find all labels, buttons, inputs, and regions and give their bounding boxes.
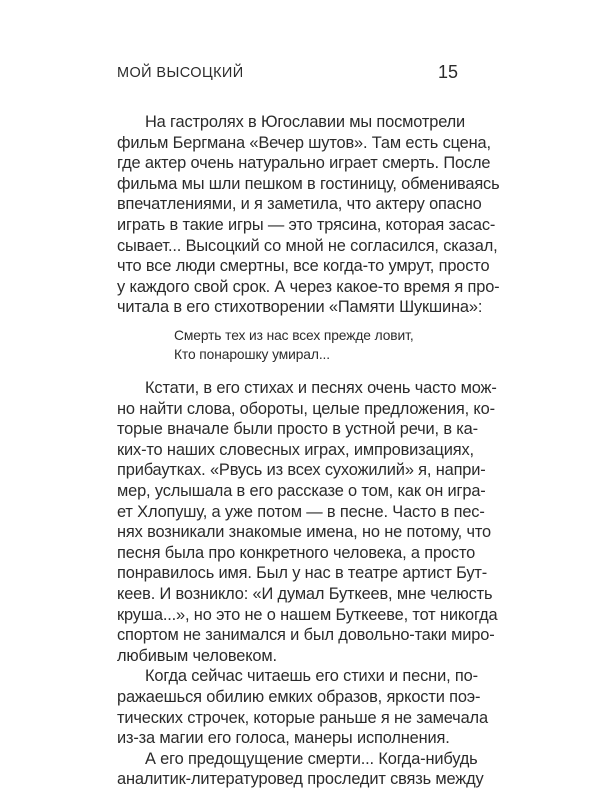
text-line: ких-то наших словесных играх, импровизациях,	[117, 441, 474, 459]
text-line: понравилось имя. Был у нас в театре артист Бут-	[117, 564, 488, 582]
text-line: кеев. И возникло: «И думал Буткеев, мне челюсть	[117, 585, 493, 603]
text-line: Когда сейчас читаешь его стихи и песни, по-	[145, 667, 478, 685]
text-line: Кстати, в его стихах и песнях очень часто мож-	[145, 379, 497, 397]
verse-line: Смерть тех из нас всех прежде ловит,	[174, 328, 414, 343]
text-line: прибаутках. «Рвусь из всех сухожилий» я, напри-	[117, 461, 486, 479]
text-line: круша...», но это не о нашем Буткееве, тот никогда	[117, 606, 498, 624]
text-line: у каждого свой срок. А через какое-то время я про-	[117, 278, 500, 296]
text-line: А его предощущение смерти... Когда-нибудь	[145, 750, 478, 768]
text-line: любивым человеком.	[117, 647, 277, 665]
text-line: нях возникали знакомые имена, но не потому, что	[117, 523, 492, 541]
text-line: ет Хлопушу, а уже потом — в песне. Часто в пес-	[117, 503, 485, 521]
text-line: песня была про конкретного человека, а просто	[117, 544, 476, 562]
text-line: фильма мы шли пешком в гостиницу, обмениваясь	[117, 175, 500, 193]
verse-line: Кто понарошку умирал...	[174, 347, 331, 362]
text-line: но найти слова, обороты, целые предложения, ко-	[117, 400, 495, 418]
text-line: что все люди смертны, все когда-то умрут, просто	[117, 257, 490, 275]
text-line: торые вначале были просто в устной речи, в ка-	[117, 420, 478, 438]
text-line: из-за магии его голоса, манеры исполнения.	[117, 729, 450, 747]
text-line: читала в его стихотворении «Памяти Шукшина»:	[117, 298, 483, 316]
text-line: тических строчек, которые раньше я не замечала	[117, 709, 488, 727]
text-line: играть в такие игры — это трясина, которая засас-	[117, 216, 496, 234]
page-number: 15	[437, 62, 458, 82]
running-head-title: МОЙ ВЫСОЦКИЙ	[117, 65, 244, 81]
text-line: спортом не занимался и был довольно-таки миро-	[117, 626, 495, 644]
text-line: где актер очень натурально играет смерть. После	[117, 154, 491, 172]
text-line: фильм Бергмана «Вечер шутов». Там есть сцена,	[117, 134, 491, 152]
text-line: аналитик-литературовед проследит связь между	[117, 770, 484, 788]
text-line: впечатлениями, и я заметила, что актеру опасно	[117, 195, 482, 213]
text-line: мер, услышала в его рассказе о том, как он игра-	[117, 482, 486, 500]
text-line: На гастролях в Югославии мы посмотрели	[145, 113, 466, 131]
text-line: ражаешься обилию емких образов, яркости поэ-	[117, 688, 481, 706]
text-line: сывает... Высоцкий со мной не согласился, сказал,	[117, 237, 498, 255]
